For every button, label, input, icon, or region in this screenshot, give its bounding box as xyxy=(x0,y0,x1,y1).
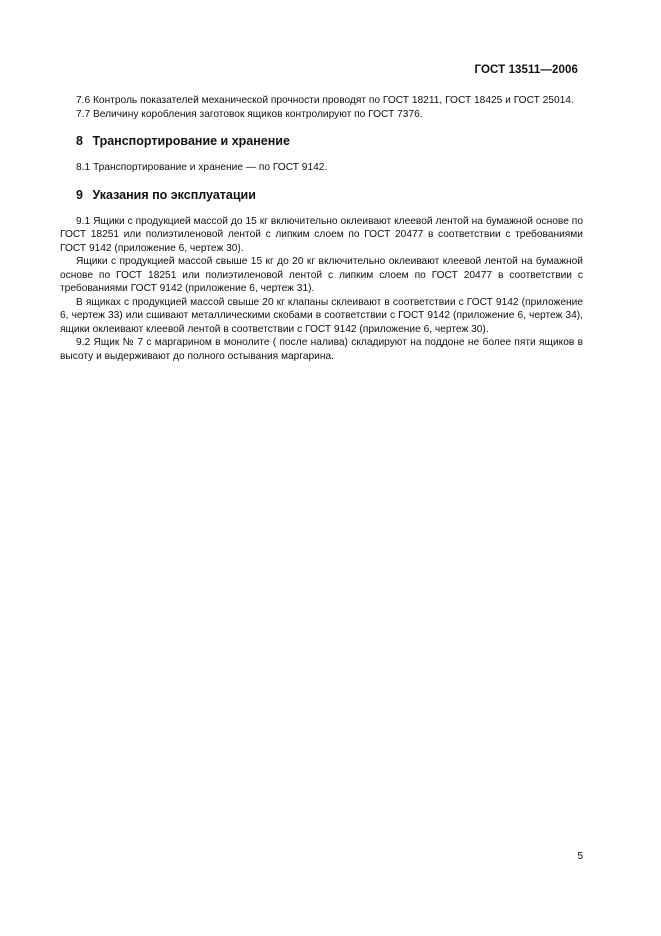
section-title: Указания по эксплуатации xyxy=(92,187,256,202)
document-body xyxy=(60,94,583,363)
section-heading-8 xyxy=(60,134,583,149)
paragraph-9-1-b: Ящики с продукцией массой свыше 15 кг до 20 кг включительно оклеивают клеевой лентой на бумажной основе по ГОСТ 18251 или полиэтиленовой лентой с липким слоем по ГОСТ 20477 в соответствии с требованиями ГОСТ 9142 (приложение 6, чертеж 31). xyxy=(60,256,583,294)
paragraph-7-6: 7.6 Контроль показателей механической прочности проводят по ГОСТ 18211, ГОСТ 18425 и ГОСТ 25014. xyxy=(76,95,574,106)
section-title: Транспортирование и хранение xyxy=(92,134,290,148)
paragraph-9-2: 9.2 Ящик № 7 с маргарином в монолите ( после налива) складируют на поддоне не более пяти ящиков в высоту и выдерживают до полного остывания маргарина. xyxy=(60,337,583,362)
paragraph-9-1: 9.1 Ящики с продукцией массой до 15 кг включительно оклеивают клеевой лентой на бумажной основе по ГОСТ 18251 или полиэтиленовой лентой с липким слоем по ГОСТ 20477 в соответствии с требованиями ГОСТ 9142 (приложение 6, чертеж 30). xyxy=(60,215,583,254)
paragraph-7-7: 7.7 Величину коробления заготовок ящиков контролируют по ГОСТ 7376. xyxy=(76,108,423,120)
section-number: 8 xyxy=(76,134,83,148)
section-heading-9 xyxy=(60,188,583,203)
document-code: ГОСТ 13511—2006 xyxy=(474,64,578,76)
paragraph-8-1: 8.1 Транспортирование и хранение — по ГОСТ 9142. xyxy=(76,162,328,173)
page-number: 5 xyxy=(577,851,583,862)
paragraph-9-1-c: В ящиках с продукцией массой свыше 20 кг клапаны склеивают в соответствии с ГОСТ 9142 (приложение 6, чертеж 33) или сшивают металлическими скобами в соответствии с ГОСТ 9142 (приложение 6, чертеж 34), ящики оклеивают клеевой лентой в соответствии с ГОСТ 9142 (приложение 6, чертеж 30). xyxy=(60,296,583,335)
section-number: 9 xyxy=(76,187,83,202)
